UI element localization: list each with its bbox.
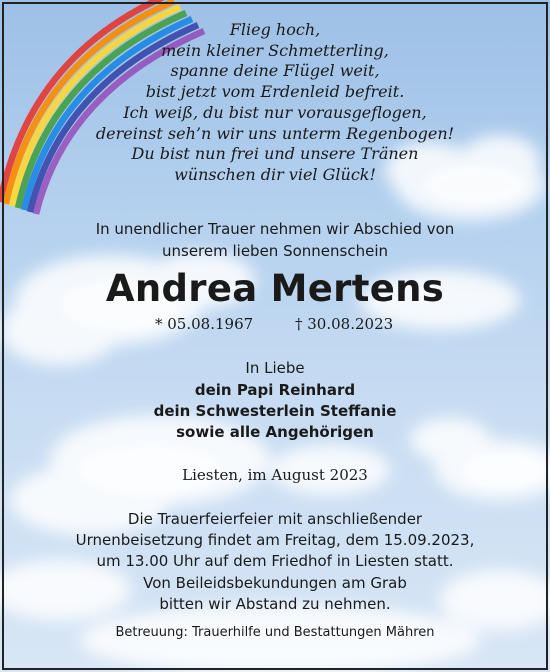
poem-line: mein kleiner Schmetterling, xyxy=(161,40,389,60)
funeral-info-line: Von Beileidsbekundungen am Grab xyxy=(143,574,407,592)
intro-line-1: In unendlicher Trauer nehmen wir Abschied von xyxy=(95,220,455,238)
mourners-heading: In Liebe xyxy=(245,359,305,377)
mourner-name: sowie alle Angehörigen xyxy=(176,423,374,441)
deceased-name: Andrea Mertens xyxy=(105,267,445,310)
poem-line: dereinst seh’n wir uns unterm Regenbogen! xyxy=(95,123,455,143)
intro-line-2: unserem lieben Sonnenschein xyxy=(161,242,388,260)
funeral-info-line: um 13.00 Uhr auf dem Friedhof in Liesten statt. xyxy=(96,552,454,570)
funeral-info-line: bitten wir Abstand zu nehmen. xyxy=(159,595,391,613)
poem-line: spanne deine Flügel weit, xyxy=(170,61,380,81)
poem-line: Ich weiß, du bist nur vorausgeflogen, xyxy=(123,102,427,122)
mourner-name: dein Papi Reinhard xyxy=(194,381,356,399)
death-date: † 30.08.2023 xyxy=(295,315,394,333)
poem-line: Flieg hoch, xyxy=(229,20,321,39)
mourner-name: dein Schwesterlein Steffanie xyxy=(153,402,397,420)
poem-line: bist jetzt vom Erdenleid befreit. xyxy=(145,82,405,102)
funeral-info-line: Urnenbeisetzung findet am Freitag, dem 15.09.2023, xyxy=(75,531,475,549)
funeral-home-credit: Betreuung: Trauerhilfe und Bestattungen Mähren xyxy=(115,625,435,640)
place-date: Liesten, im August 2023 xyxy=(182,466,368,484)
birth-date: * 05.08.1967 xyxy=(155,315,254,333)
poem-line: wünschen dir viel Glück! xyxy=(174,164,376,184)
poem-line: Du bist nun frei und unsere Tränen xyxy=(131,144,419,164)
memorial-poem xyxy=(0,20,550,186)
funeral-info-line: Die Trauerfeierfeier mit anschließender xyxy=(127,510,423,528)
